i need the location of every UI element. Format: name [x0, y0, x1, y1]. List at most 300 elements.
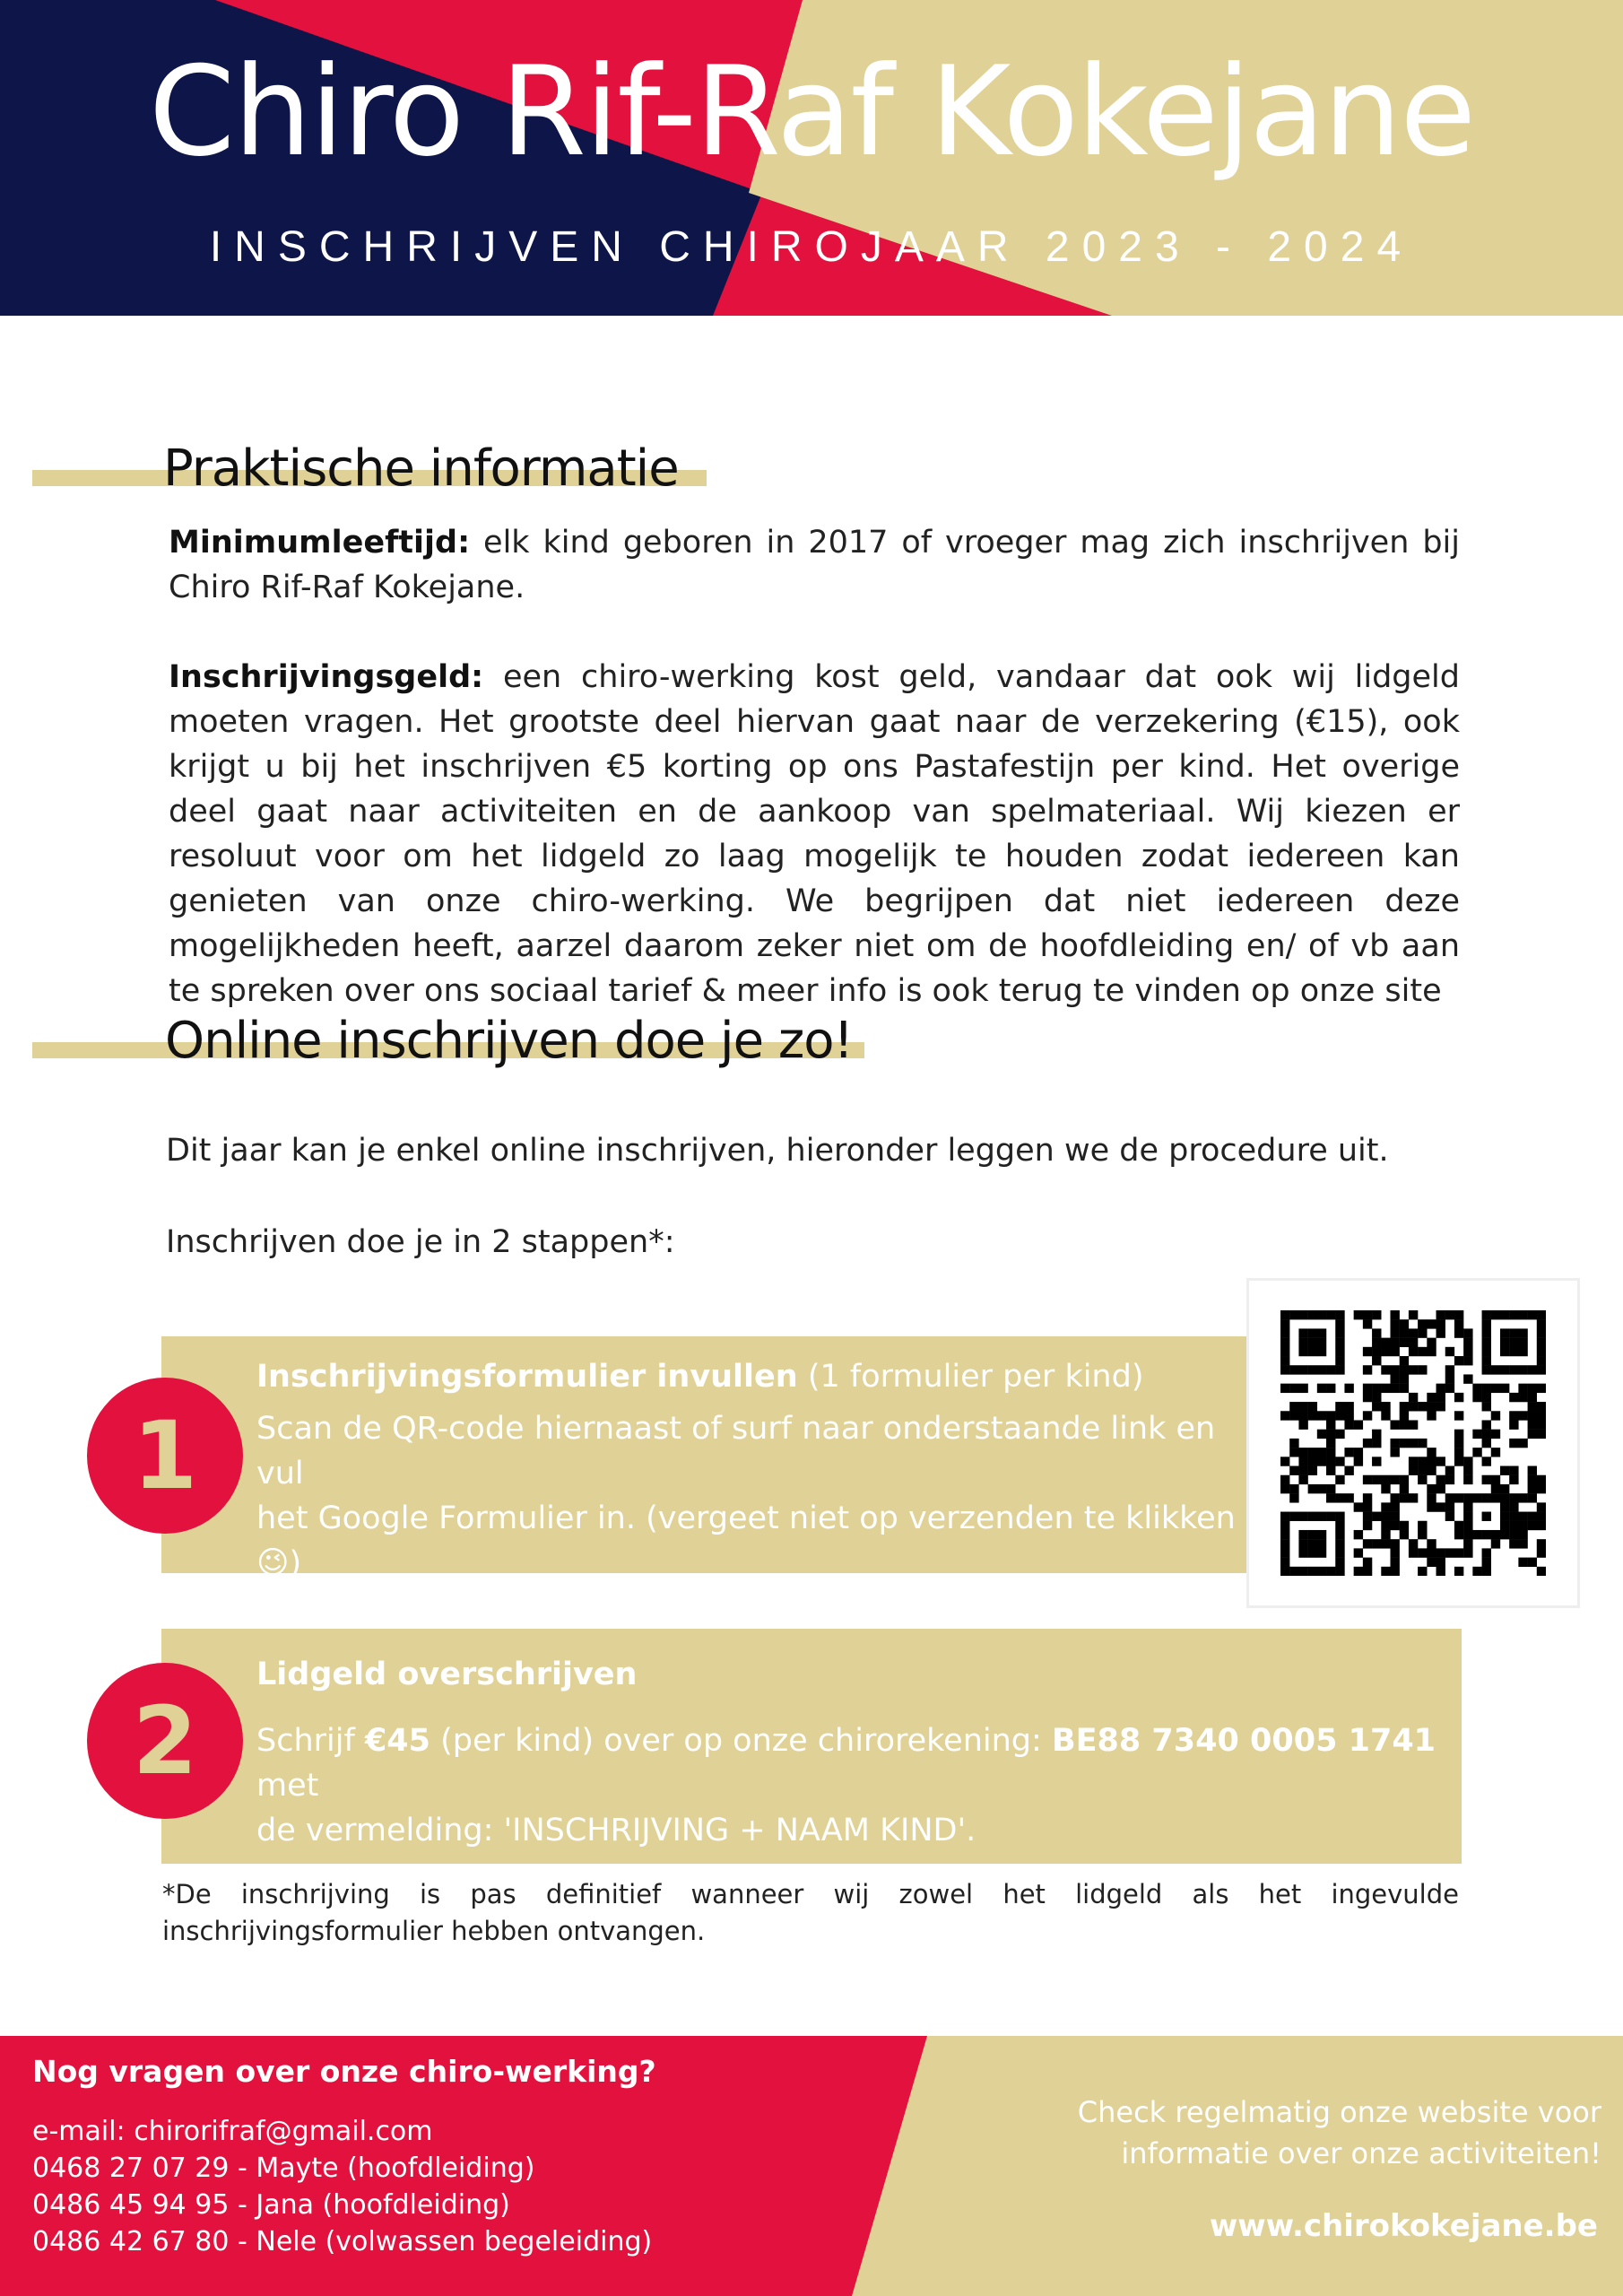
qr-module	[1317, 1365, 1326, 1374]
qr-module	[1298, 1512, 1307, 1521]
footer-contact-mayte: 0468 27 07 29 - Mayte (hoofdleiding)	[32, 2152, 535, 2184]
qr-module	[1528, 1558, 1537, 1567]
qr-module	[1518, 1539, 1527, 1548]
qr-module	[1317, 1567, 1326, 1576]
qr-module	[1427, 1457, 1436, 1465]
qr-module	[1482, 1420, 1491, 1429]
qr-module	[1528, 1411, 1537, 1420]
qr-module	[1445, 1347, 1454, 1356]
qr-module	[1491, 1411, 1500, 1420]
qr-module	[1335, 1475, 1344, 1484]
step-1-line2-end: )	[289, 1545, 302, 1581]
qr-module	[1308, 1310, 1317, 1319]
qr-module	[1298, 1530, 1307, 1539]
qr-module	[1445, 1475, 1454, 1484]
qr-module	[1500, 1502, 1509, 1511]
qr-module	[1390, 1328, 1399, 1337]
qr-module	[1326, 1493, 1335, 1502]
qr-module	[1500, 1328, 1509, 1337]
qr-module	[1500, 1338, 1509, 1347]
qr-module	[1354, 1530, 1363, 1539]
qr-module	[1335, 1365, 1344, 1374]
qr-module	[1326, 1365, 1335, 1374]
qr-module	[1354, 1420, 1363, 1429]
qr-module	[1454, 1521, 1463, 1530]
qr-module	[1381, 1512, 1390, 1521]
qr-module	[1427, 1466, 1436, 1475]
qr-module	[1500, 1521, 1509, 1530]
qr-module	[1427, 1548, 1436, 1557]
qr-module	[1482, 1475, 1491, 1484]
qr-module	[1409, 1466, 1418, 1475]
qr-module	[1491, 1493, 1500, 1502]
qr-module	[1400, 1439, 1409, 1448]
qr-module	[1491, 1310, 1500, 1319]
qr-module	[1537, 1430, 1546, 1439]
qr-module	[1463, 1347, 1472, 1356]
qr-module	[1463, 1338, 1472, 1347]
qr-module	[1390, 1539, 1399, 1548]
step-1-title-note: (1 formulier per kind)	[807, 1359, 1144, 1395]
step-1-form-link[interactable]: https://forms.gle/EgBLEm55T9SZ7ndt5	[256, 1590, 869, 1626]
qr-module	[1418, 1567, 1427, 1576]
qr-module	[1381, 1365, 1390, 1374]
qr-module	[1298, 1457, 1307, 1465]
qr-module	[1344, 1411, 1353, 1420]
qr-module	[1363, 1393, 1372, 1402]
qr-module	[1445, 1466, 1454, 1475]
qr-module	[1335, 1310, 1344, 1319]
qr-module	[1363, 1521, 1372, 1530]
qr-module	[1436, 1457, 1445, 1465]
qr-module	[1418, 1347, 1427, 1356]
qr-module	[1280, 1310, 1289, 1319]
qr-module	[1381, 1539, 1390, 1548]
qr-module	[1298, 1328, 1307, 1337]
qr-module	[1482, 1393, 1491, 1402]
qr-module	[1289, 1411, 1298, 1420]
qr-module	[1509, 1493, 1518, 1502]
qr-module	[1298, 1338, 1307, 1347]
qr-module	[1436, 1502, 1445, 1511]
qr-module	[1317, 1347, 1326, 1356]
qr-module	[1509, 1466, 1518, 1475]
qr-module	[1289, 1384, 1298, 1393]
qr-module	[1372, 1328, 1381, 1337]
qr-module	[1308, 1448, 1317, 1457]
qr-module	[1363, 1502, 1372, 1511]
qr-module	[1436, 1475, 1445, 1484]
step-2-content	[256, 1652, 1449, 1853]
qr-module	[1491, 1430, 1500, 1439]
qr-module	[1354, 1448, 1363, 1457]
qr-module	[1390, 1310, 1399, 1319]
qr-module	[1509, 1475, 1518, 1484]
qr-module	[1298, 1384, 1307, 1393]
qr-module	[1381, 1567, 1390, 1576]
qr-module	[1418, 1319, 1427, 1328]
qr-module	[1537, 1420, 1546, 1429]
qr-module	[1326, 1567, 1335, 1576]
footer-website-link[interactable]: www.chirokokejane.be	[1209, 2208, 1598, 2244]
qr-module	[1463, 1466, 1472, 1475]
qr-module	[1363, 1319, 1372, 1328]
qr-module	[1436, 1310, 1445, 1319]
qr-module	[1509, 1530, 1518, 1539]
qr-module	[1344, 1402, 1353, 1411]
qr-module	[1317, 1457, 1326, 1465]
qr-module	[1418, 1439, 1427, 1448]
qr-module	[1537, 1502, 1546, 1511]
step-2-number-badge: 2	[87, 1663, 243, 1819]
qr-module	[1427, 1484, 1436, 1493]
qr-module	[1298, 1365, 1307, 1374]
footer	[0, 2036, 1623, 2296]
qr-module	[1363, 1384, 1372, 1393]
qr-module	[1482, 1558, 1491, 1567]
qr-module	[1372, 1457, 1381, 1465]
qr-module	[1518, 1310, 1527, 1319]
qr-module	[1472, 1430, 1481, 1439]
qr-module	[1372, 1347, 1381, 1356]
qr-module	[1518, 1521, 1527, 1530]
qr-module	[1418, 1365, 1427, 1374]
qr-module	[1400, 1384, 1409, 1393]
qr-module	[1463, 1328, 1472, 1337]
qr-module	[1372, 1439, 1381, 1448]
min-age-label: Minimumleeftijd:	[169, 525, 471, 561]
qr-module	[1463, 1539, 1472, 1548]
qr-module	[1528, 1484, 1537, 1493]
qr-module	[1363, 1365, 1372, 1374]
qr-module	[1317, 1448, 1326, 1457]
qr-module	[1335, 1319, 1344, 1328]
qr-module	[1372, 1338, 1381, 1347]
footer-question: Nog vragen over onze chiro-werking?	[32, 2054, 656, 2089]
qr-module	[1363, 1310, 1372, 1319]
qr-module	[1537, 1338, 1546, 1347]
qr-module	[1500, 1347, 1509, 1356]
qr-module	[1317, 1328, 1326, 1337]
qr-module	[1528, 1512, 1537, 1521]
qr-module	[1317, 1384, 1326, 1393]
qr-module	[1418, 1328, 1427, 1337]
qr-module	[1445, 1374, 1454, 1383]
qr-module	[1427, 1347, 1436, 1356]
qr-module	[1427, 1402, 1436, 1411]
qr-module	[1400, 1493, 1409, 1502]
qr-module	[1344, 1466, 1353, 1475]
qr-module	[1454, 1457, 1463, 1465]
qr-module	[1280, 1356, 1289, 1365]
qr-module	[1454, 1493, 1463, 1502]
qr-module	[1400, 1328, 1409, 1337]
qr-module	[1427, 1502, 1436, 1511]
qr-module	[1335, 1430, 1344, 1439]
qr-module	[1298, 1448, 1307, 1457]
qr-module	[1390, 1493, 1399, 1502]
qr-module	[1537, 1402, 1546, 1411]
qr-module	[1400, 1365, 1409, 1374]
qr-module	[1390, 1521, 1399, 1530]
qr-module	[1363, 1493, 1372, 1502]
footer-email[interactable]: e-mail: chirorifraf@gmail.com	[32, 2116, 433, 2147]
qr-module	[1372, 1512, 1381, 1521]
qr-module	[1445, 1493, 1454, 1502]
qr-module	[1381, 1402, 1390, 1411]
qr-module	[1463, 1502, 1472, 1511]
qr-module	[1400, 1319, 1409, 1328]
qr-module	[1454, 1328, 1463, 1337]
qr-module	[1326, 1411, 1335, 1420]
qr-module	[1409, 1457, 1418, 1465]
qr-module	[1537, 1475, 1546, 1484]
qr-module	[1308, 1347, 1317, 1356]
section-heading-online: Online inschrijven doe je zo!	[165, 1012, 853, 1070]
qr-module	[1500, 1310, 1509, 1319]
qr-module	[1482, 1493, 1491, 1502]
qr-module	[1436, 1384, 1445, 1393]
qr-module	[1354, 1548, 1363, 1557]
qr-module	[1537, 1347, 1546, 1356]
qr-module	[1280, 1328, 1289, 1337]
qr-module	[1308, 1567, 1317, 1576]
qr-module	[1280, 1347, 1289, 1356]
qr-module	[1298, 1475, 1307, 1484]
qr-module	[1390, 1338, 1399, 1347]
qr-module	[1482, 1310, 1491, 1319]
qr-module	[1390, 1384, 1399, 1393]
qr-module	[1390, 1558, 1399, 1567]
qr-module	[1518, 1384, 1527, 1393]
qr-module	[1335, 1411, 1344, 1420]
qr-module	[1482, 1530, 1491, 1539]
qr-module	[1509, 1393, 1518, 1402]
qr-module	[1537, 1328, 1546, 1337]
qr-module	[1354, 1457, 1363, 1465]
section-heading-practical: Praktische informatie	[163, 439, 679, 498]
qr-module	[1298, 1548, 1307, 1557]
qr-module	[1472, 1448, 1481, 1457]
qr-module	[1280, 1558, 1289, 1567]
qr-module	[1482, 1365, 1491, 1374]
footer-check-line2: informatie over onze activiteiten!	[1121, 2136, 1601, 2170]
qr-module	[1363, 1558, 1372, 1567]
min-age-text: elk kind geboren in 2017 of vroeger mag zich inschrijven bij Chiro Rif-Raf Kokejane.	[169, 525, 1460, 605]
qr-module	[1427, 1319, 1436, 1328]
qr-module	[1354, 1567, 1363, 1576]
qr-module	[1528, 1493, 1537, 1502]
qr-module	[1280, 1539, 1289, 1548]
qr-module	[1326, 1448, 1335, 1457]
qr-module	[1390, 1512, 1399, 1521]
qr-module	[1344, 1420, 1353, 1429]
qr-module	[1427, 1493, 1436, 1502]
qr-module	[1528, 1393, 1537, 1402]
qr-module	[1537, 1384, 1546, 1393]
qr-module	[1537, 1567, 1546, 1576]
qr-module	[1482, 1548, 1491, 1557]
qr-module	[1427, 1393, 1436, 1402]
qr-module	[1280, 1475, 1289, 1484]
qr-module	[1298, 1420, 1307, 1429]
qr-module	[1280, 1521, 1289, 1530]
step-1-line2: het Google Formulier in. (vergeet niet op verzenden te klikken	[256, 1500, 1236, 1536]
qr-module	[1326, 1430, 1335, 1439]
qr-module	[1463, 1530, 1472, 1539]
qr-module	[1463, 1493, 1472, 1502]
qr-module	[1390, 1319, 1399, 1328]
qr-module	[1289, 1466, 1298, 1475]
qr-module	[1335, 1548, 1344, 1557]
qr-module	[1308, 1530, 1317, 1539]
qr-module	[1418, 1457, 1427, 1465]
qr-module	[1372, 1430, 1381, 1439]
qr-module	[1280, 1411, 1289, 1420]
qr-module	[1518, 1530, 1527, 1539]
qr-module	[1418, 1521, 1427, 1530]
qr-module	[1537, 1521, 1546, 1530]
qr-module	[1400, 1338, 1409, 1347]
qr-module	[1363, 1475, 1372, 1484]
qr-module	[1491, 1475, 1500, 1484]
qr-module	[1280, 1365, 1289, 1374]
qr-module	[1390, 1475, 1399, 1484]
qr-module	[1409, 1539, 1418, 1548]
qr-module	[1317, 1430, 1326, 1439]
qr-module	[1308, 1411, 1317, 1420]
qr-module	[1317, 1539, 1326, 1548]
step-1-line2-wrap	[256, 1496, 1243, 1586]
step-2-line2: de vermelding: 'INSCHRIJVING + NAAM KIND'.	[256, 1813, 976, 1848]
qr-module	[1326, 1466, 1335, 1475]
qr-module	[1537, 1319, 1546, 1328]
qr-module	[1528, 1475, 1537, 1484]
footer-contact-jana: 0486 45 94 95 - Jana (hoofdleiding)	[32, 2189, 510, 2221]
qr-module	[1528, 1310, 1537, 1319]
qr-module	[1344, 1448, 1353, 1457]
page-subtitle: INSCHRIJVEN CHIROJAAR 2023 - 2024	[209, 223, 1414, 271]
qr-module	[1280, 1567, 1289, 1576]
qr-module	[1317, 1530, 1326, 1539]
qr-module	[1400, 1356, 1409, 1365]
qr-module	[1308, 1484, 1317, 1493]
qr-module	[1418, 1530, 1427, 1539]
qr-module	[1335, 1402, 1344, 1411]
qr-module	[1390, 1374, 1399, 1383]
qr-module	[1372, 1356, 1381, 1365]
qr-module	[1363, 1411, 1372, 1420]
qr-module	[1317, 1548, 1326, 1557]
qr-module	[1363, 1512, 1372, 1521]
step-1-title: Inschrijvingsformulier invullen	[256, 1359, 798, 1395]
qr-module	[1335, 1512, 1344, 1521]
qr-module	[1390, 1365, 1399, 1374]
qr-module	[1436, 1393, 1445, 1402]
qr-module	[1518, 1493, 1527, 1502]
qr-module	[1363, 1539, 1372, 1548]
qr-module	[1528, 1384, 1537, 1393]
qr-module	[1409, 1338, 1418, 1347]
qr-module	[1354, 1310, 1363, 1319]
qr-module	[1400, 1530, 1409, 1539]
qr-module	[1509, 1420, 1518, 1429]
step-1-line1: Scan de QR-code hiernaast of surf naar onderstaande link en vul	[256, 1411, 1216, 1492]
qr-module	[1390, 1448, 1399, 1457]
step-2-line1	[256, 1718, 1449, 1808]
qr-module	[1491, 1365, 1500, 1374]
qr-module	[1454, 1548, 1463, 1557]
qr-module	[1335, 1328, 1344, 1337]
qr-module	[1491, 1484, 1500, 1493]
step-1-number-badge: 1	[87, 1378, 243, 1534]
qr-module	[1363, 1439, 1372, 1448]
qr-module	[1326, 1420, 1335, 1429]
qr-module	[1280, 1512, 1289, 1521]
qr-module	[1528, 1521, 1537, 1530]
qr-module	[1491, 1384, 1500, 1393]
qr-module	[1298, 1567, 1307, 1576]
qr-module	[1482, 1430, 1491, 1439]
qr-module	[1500, 1493, 1509, 1502]
fee-text: een chiro-werking kost geld, vandaar dat ook wij lidgeld moeten vragen. Het grootste deel hiervan gaat naar de verzekering (€15), ook krijgt u bij het inschrijven €5 korting op ons Pastafestijn per kind. Het overige deel gaat naar activiteiten en de aankoop van spelmateriaal. Wij kiezen er resoluut voor om het lidgeld zo laag mogelijk te houden zodat iedereen kan genieten van onze chiro-werking. We begrijpen dat niet iedereen deze mogelijkheden heeft, aarzel daarom zeker niet om de hoofdleiding en/ of vb aan te spreken over ons sociaal tarief & meer info is ook terug te vinden op onze site	[169, 659, 1460, 1009]
qr-module	[1409, 1393, 1418, 1402]
qr-module	[1445, 1365, 1454, 1374]
qr-module	[1418, 1466, 1427, 1475]
qr-module	[1518, 1347, 1527, 1356]
qr-module	[1409, 1328, 1418, 1337]
qr-module	[1335, 1338, 1344, 1347]
qr-code[interactable]	[1246, 1278, 1580, 1608]
qr-module	[1528, 1365, 1537, 1374]
qr-module	[1372, 1384, 1381, 1393]
qr-module	[1409, 1402, 1418, 1411]
qr-module	[1518, 1411, 1527, 1420]
qr-module	[1335, 1567, 1344, 1576]
qr-module	[1298, 1411, 1307, 1420]
qr-module	[1400, 1411, 1409, 1420]
qr-module	[1308, 1338, 1317, 1347]
qr-module	[1482, 1347, 1491, 1356]
qr-module	[1427, 1558, 1436, 1567]
step-2-text-c: met	[256, 1768, 319, 1804]
qr-module	[1372, 1475, 1381, 1484]
qr-module	[1390, 1567, 1399, 1576]
qr-module	[1326, 1457, 1335, 1465]
qr-module	[1381, 1475, 1390, 1484]
qr-module	[1528, 1420, 1537, 1429]
qr-module	[1289, 1512, 1298, 1521]
qr-module	[1509, 1310, 1518, 1319]
qr-module	[1537, 1539, 1546, 1548]
qr-module	[1409, 1365, 1418, 1374]
qr-module	[1418, 1548, 1427, 1557]
qr-module	[1427, 1539, 1436, 1548]
qr-module	[1280, 1384, 1289, 1393]
qr-module	[1463, 1356, 1472, 1365]
qr-module	[1308, 1328, 1317, 1337]
wink-emoji-icon: 😉	[256, 1545, 290, 1581]
qr-module	[1463, 1457, 1472, 1465]
qr-module	[1372, 1310, 1381, 1319]
qr-module	[1326, 1439, 1335, 1448]
qr-module	[1400, 1475, 1409, 1484]
qr-module	[1298, 1347, 1307, 1356]
qr-module	[1298, 1539, 1307, 1548]
qr-module	[1418, 1402, 1427, 1411]
qr-module	[1454, 1567, 1463, 1576]
qr-module	[1445, 1384, 1454, 1393]
